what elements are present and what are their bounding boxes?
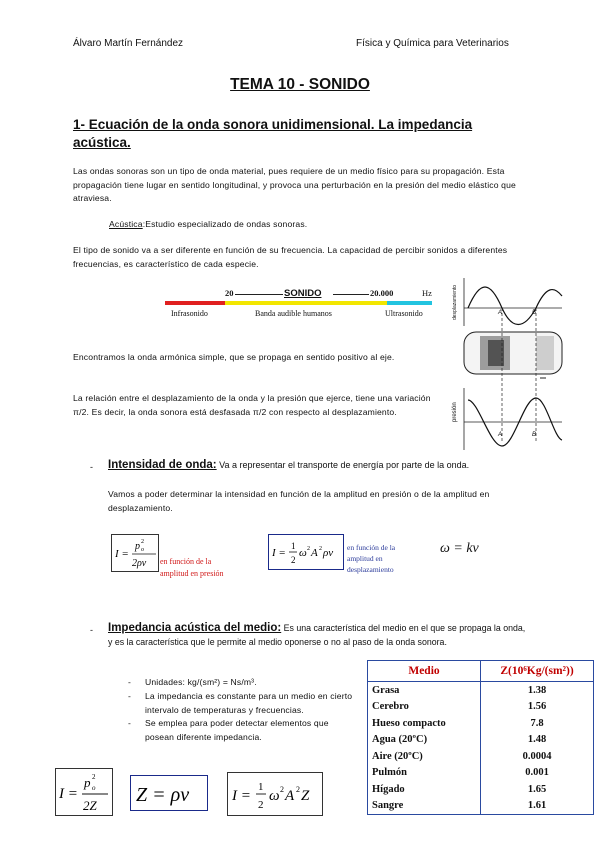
omega-formula: ω = kv [440, 541, 479, 556]
relation-paragraph: La relación entre el desplazamiento de la onda y la presión que ejerce, tiene una variación π/2. Es decir, la onda sonora está desfasada π/2 con respecto al desplazamiento. [73, 393, 431, 417]
svg-text:A: A [311, 547, 318, 559]
formula-intensity-displacement-svg [269, 535, 343, 569]
svg-text:2: 2 [296, 785, 300, 794]
infrasound-label: Infrasonido [171, 309, 208, 318]
header-medio: Medio [368, 661, 481, 682]
frequency-paragraph: El tipo de sonido va a ser diferente en función de su frecuencia. La capacidad de percibir sonidos a diferentes frecuencias, es característico de cada especie. [73, 245, 508, 269]
spectrum-low-value: 20 [225, 288, 234, 298]
medio-cell: Sangre [372, 800, 404, 812]
impedance-table [368, 661, 593, 814]
svg-text:2: 2 [92, 773, 96, 781]
spectrum-line-right [333, 294, 369, 295]
audible-band [225, 301, 387, 305]
formula-intensity-pressure [111, 534, 159, 572]
svg-text:1: 1 [258, 781, 264, 793]
svg-text:Z = ρv: Z = ρv [136, 784, 190, 806]
intensidad-detail: Vamos a poder determinar la intensidad en función de la amplitud en presión o de la amplitud en desplazamiento. [108, 489, 490, 513]
svg-text:ω: ω [299, 547, 307, 559]
bullet-dash-2: - [128, 691, 132, 701]
note-displacement: en función de la amplitud en desplazamiento [347, 543, 396, 574]
svg-text:p: p [84, 775, 91, 790]
intensidad-line [108, 459, 528, 471]
page-title: TEMA 10 - SONIDO [230, 76, 370, 93]
wave-diagram [450, 270, 568, 456]
intensidad-dash: - [90, 462, 93, 472]
table-row [368, 798, 593, 815]
svg-text:2: 2 [280, 785, 284, 794]
impedance-value-cell: 1.61 [481, 798, 594, 815]
ultrasound-band [387, 301, 432, 305]
svg-text:A: A [285, 788, 295, 804]
formula-intensity-z-svg [56, 769, 112, 815]
point-a-bottom: A [498, 432, 503, 438]
table-row [368, 715, 593, 732]
impedancia-paragraph [108, 622, 528, 649]
table-row [368, 765, 593, 782]
medio-cell: Aire (20ºC) [372, 750, 423, 762]
infrasound-band [165, 301, 225, 305]
svg-text:ω: ω [269, 788, 280, 804]
formula-intensity-omega-z [227, 772, 323, 816]
spectrum-high-value: 20.000 [370, 288, 394, 298]
acustica-term: Acústica [109, 219, 143, 229]
header-z: Z(10⁶Kg/(sm²)) [481, 661, 594, 682]
table-body [368, 682, 593, 815]
formula-intensity-z [55, 768, 113, 816]
svg-text:o: o [141, 547, 144, 553]
acustica-definition [109, 218, 429, 232]
svg-text:o: o [92, 784, 96, 792]
svg-text:I =: I = [232, 788, 251, 804]
audible-label: Banda audible humanos [255, 309, 332, 318]
bottom-axis-label: presión [452, 402, 458, 422]
medio-cell: Hígado [372, 783, 405, 795]
svg-text:2: 2 [141, 539, 144, 545]
table-row [368, 781, 593, 798]
table-row [368, 748, 593, 765]
ultrasound-label: Ultrasonido [385, 309, 423, 318]
bottom-axis-label-box [452, 398, 462, 428]
intro-paragraph: Las ondas sonoras son un tipo de onda material, pues requiere de un medio físico para su propagación. Esta propagación tiene lugar en sentido longitudinal, y provoca una perturbación en la presión del medio elástico que atraviesa. [73, 166, 516, 204]
wave-figure [450, 270, 568, 456]
formula-intensity-displacement [268, 534, 344, 570]
note-pressure: en función de la amplitud en presión [160, 557, 224, 578]
formula-intensity-omega-z-svg [228, 773, 322, 815]
svg-text:I =: I = [272, 547, 286, 559]
displacement-wave [468, 287, 562, 325]
svg-text:Z: Z [301, 788, 310, 804]
formula-z-rho-v [130, 775, 208, 811]
header-course: Física y Química para Veterinarios [356, 38, 509, 49]
svg-text:ρv: ρv [323, 547, 334, 559]
impedancia-heading: Impedancia acústica del medio: [108, 622, 282, 634]
svg-text:2: 2 [307, 546, 310, 552]
medio-cell: Agua (20ºC) [372, 734, 428, 746]
medio-cell: Pulmón [372, 767, 408, 779]
impedance-value-cell: 1.56 [481, 699, 594, 716]
table-row [368, 732, 593, 749]
svg-text:I =: I = [59, 786, 78, 802]
svg-text:2Z: 2Z [83, 798, 97, 813]
table-row [368, 699, 593, 716]
spectrum-label: SONIDO [284, 288, 322, 299]
svg-text:2: 2 [319, 546, 322, 552]
svg-text:2: 2 [258, 799, 264, 811]
impedancia-dash: - [90, 625, 93, 635]
formula-z-rho-v-svg [131, 776, 207, 810]
intensidad-heading: Intensidad de onda: [108, 459, 217, 471]
point-a-top: A [498, 310, 503, 316]
point-b-bottom: B [532, 432, 537, 438]
svg-text:p: p [135, 541, 140, 552]
intensidad-text: Va a representar el transporte de energía por parte de la onda. [216, 460, 470, 470]
top-axis-label: desplazamiento [452, 284, 458, 320]
bullet-1: Unidades: kg/(sm²) = Ns/m³. [145, 677, 257, 687]
spectrum-line-left [235, 294, 283, 295]
svg-text:I =: I = [115, 548, 129, 560]
bullet-3: Se emplea para poder detectar elementos que posean diferente impedancia. [145, 718, 329, 742]
impedance-value-cell: 0.0004 [481, 748, 594, 765]
header-author: Álvaro Martín Fernández [73, 38, 184, 49]
harmonic-paragraph: Encontramos la onda armónica simple, que se propaga en sentido positivo al eje. [73, 352, 395, 362]
acustica-text: :Estudio especializado de ondas sonoras. [142, 219, 308, 229]
impedance-table-box [367, 660, 594, 815]
bullet-dash-3: - [128, 718, 132, 728]
sound-spectrum [165, 286, 440, 324]
medio-cell: Hueso compacto [372, 717, 446, 729]
impedance-value-cell: 1.65 [481, 781, 594, 798]
medio-cell: Grasa [372, 684, 400, 696]
impedancia-text: Es una característica del medio en el que se propaga la onda, y es la característica que le permite al medio oponerse o no al paso de la onda sonora. [108, 623, 526, 647]
formula-intensity-pressure-svg [112, 535, 158, 571]
bullet-2: La impedancia es constante para un medio en cierto intervalo de temperaturas y frecuencias. [145, 691, 353, 715]
point-b-top: B [532, 310, 537, 316]
top-axis-label-box [452, 272, 462, 322]
impedance-value-cell: 7.8 [481, 715, 594, 732]
table-header-row [368, 661, 593, 682]
svg-text:2: 2 [291, 555, 296, 565]
table-row [368, 682, 593, 699]
medio-cell: Cerebro [372, 701, 409, 713]
svg-text:1: 1 [291, 541, 296, 551]
compression-core [488, 340, 504, 366]
impedance-value-cell: 1.48 [481, 732, 594, 749]
svg-text:2ρv: 2ρv [132, 558, 147, 569]
bullet-dash-1: - [128, 677, 132, 687]
impedance-value-cell: 1.38 [481, 682, 594, 699]
rarefaction-zone [536, 336, 554, 370]
impedance-value-cell: 0.001 [481, 765, 594, 782]
section-heading: 1- Ecuación de la onda sonora unidimensional. La impedancia acústica. [73, 117, 473, 150]
spectrum-unit: Hz [422, 288, 432, 298]
